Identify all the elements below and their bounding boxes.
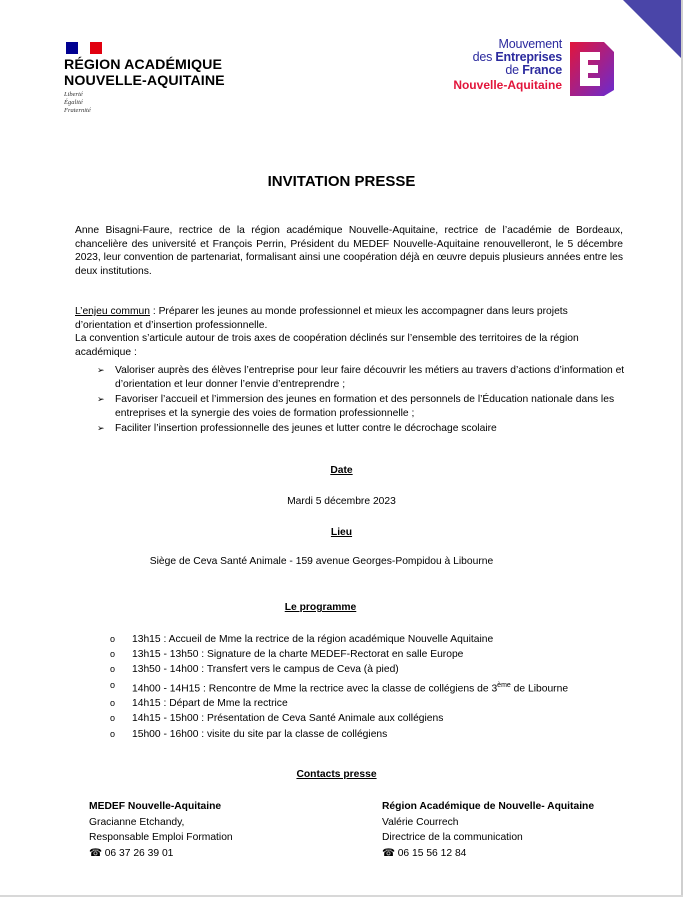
- page-title: INVITATION PRESSE: [267, 173, 416, 190]
- logo-title: [64, 57, 225, 89]
- lieu-value: Siège de Ceva Santé Animale - 159 avenue Georges-Pompidou à Libourne: [149, 556, 494, 567]
- list-item: o 13h15 - 13h50 : Signature de la charte MEDEF-Rectorat en salle Europe: [110, 647, 670, 662]
- medef-e-mark-icon: [568, 40, 616, 98]
- contacts-heading: Contacts presse: [296, 769, 377, 780]
- axes-list: [75, 364, 635, 438]
- medef-line3: de France: [505, 63, 562, 77]
- axes-intro: La convention s’articule autour de trois axes de coopération déclinés sur l’ensemble des territoires de la région académique :: [75, 333, 579, 358]
- french-flag-icon: [66, 42, 102, 54]
- corner-decoration: [623, 0, 683, 60]
- intro-paragraph: Anne Bisagni-Faure, rectrice de la région académique Nouvelle-Aquitaine, rectrice de l’académie de Bordeaux, chancelière des université et François Perrin, Président du MEDEF Nouvelle-Aquitaine renouvelleront, le 5 décembre 2023, leur convention de partenariat, formalisant ainsi une coopération déjà en œuvre depuis plusieurs années entre les deux institutions.: [75, 225, 623, 277]
- contact-name: Gracianne Etchandy,: [89, 816, 185, 828]
- list-item: ➢ Favoriser l’accueil et l’immersion des jeunes en formation et des personnels de l’Éducation nationale dans les entreprises et la synergie des voies de formation professionnelle ;: [97, 394, 615, 419]
- contact-region: [382, 799, 594, 861]
- date-value: Mardi 5 décembre 2023: [287, 496, 396, 507]
- motto-egalite: Égalité: [64, 99, 83, 106]
- circle-bullet-icon: o: [110, 649, 116, 660]
- contact-role: Directrice de la communication: [382, 832, 523, 843]
- region-academique-logo: [60, 40, 230, 120]
- circle-bullet-icon: o: [110, 634, 116, 644]
- arrow-bullet-icon: ➢: [97, 394, 105, 405]
- enjeu-label: L’enjeu commun: [75, 306, 150, 317]
- programme-list: [110, 632, 670, 742]
- motto-fraternite: Fraternité: [64, 107, 91, 114]
- list-item: o 15h00 - 16h00 : visite du site par la classe de collégiens: [110, 727, 670, 742]
- list-item: ➢ Faciliter l’insertion professionnelle des jeunes et lutter contre le décrochage scolaire: [97, 423, 497, 435]
- arrow-bullet-icon: ➢: [97, 365, 105, 375]
- contact-phone: ☎ 06 15 56 12 84: [382, 847, 467, 859]
- programme-heading: Le programme: [284, 602, 357, 613]
- medef-line2: des Entreprises: [472, 50, 562, 64]
- motto-liberte: Liberté: [64, 91, 83, 98]
- logo-title-line2: NOUVELLE-AQUITAINE: [64, 73, 225, 89]
- contact-phone: ☎ 06 37 26 39 01: [89, 847, 174, 859]
- circle-bullet-icon: o: [110, 679, 116, 690]
- list-item: o 14h15 - 15h00 : Présentation de Ceva Santé Animale aux collégiens: [110, 711, 670, 726]
- enjeu-text: : Préparer les jeunes au monde professionnel et mieux les accompagner dans leurs projets d’orientation et d’insertion professionnelle.: [75, 306, 568, 331]
- contact-role: Responsable Emploi Formation: [89, 832, 233, 843]
- list-item: o 13h50 - 14h00 : Transfert vers le campus de Ceva (à pied): [110, 662, 670, 677]
- contact-medef: [89, 799, 233, 861]
- logo-motto: [64, 91, 91, 115]
- circle-bullet-icon: o: [110, 698, 116, 709]
- list-item: ➢ Valoriser auprès des élèves l’entreprise pour leur faire découvrir les métiers au travers d’actions d’information et d’orientation et leur donner l’envie d’entreprendre ;: [97, 365, 625, 390]
- phone-icon: ☎: [89, 847, 102, 859]
- medef-line1: Mouvement: [498, 37, 562, 51]
- medef-line4: Nouvelle-Aquitaine: [453, 78, 562, 92]
- list-item: o 13h15 : Accueil de Mme la rectrice de la région académique Nouvelle Aquitaine: [110, 632, 670, 647]
- medef-logo: [420, 34, 620, 104]
- contact-org: MEDEF Nouvelle-Aquitaine: [89, 801, 222, 812]
- circle-bullet-icon: o: [110, 728, 116, 739]
- circle-bullet-icon: o: [110, 664, 116, 675]
- contact-org: Région Académique de Nouvelle- Aquitaine: [382, 801, 595, 812]
- enjeu-paragraph: [75, 305, 623, 359]
- logo-title-line1: RÉGION ACADÉMIQUE: [64, 57, 223, 73]
- circle-bullet-icon: o: [110, 713, 116, 724]
- arrow-bullet-icon: ➢: [97, 423, 105, 434]
- list-item: o 14h15 : Départ de Mme la rectrice: [110, 696, 670, 711]
- phone-icon: ☎: [382, 847, 395, 859]
- list-item: o 14h00 - 14H15 : Rencontre de Mme la rectrice avec la classe de collégiens de 3ème de Libourne: [110, 679, 569, 695]
- lieu-heading: Lieu: [330, 527, 353, 538]
- date-heading: Date: [330, 465, 353, 476]
- contact-name: Valérie Courrech: [382, 816, 459, 828]
